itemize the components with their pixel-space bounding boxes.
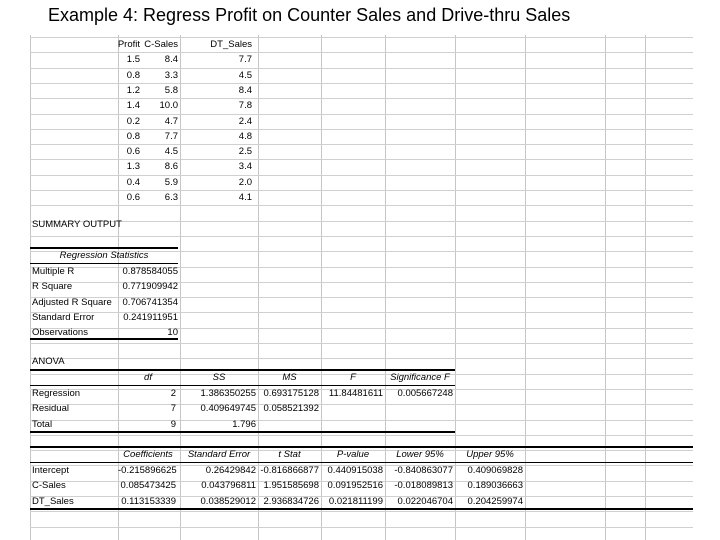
anova-label: ANOVA (32, 356, 65, 367)
header-dt-sales: DT_Sales (210, 39, 252, 50)
coef-cell: 0.440915038 (327, 465, 383, 476)
data-cell: 8.4 (164, 54, 178, 66)
data-cell: 7.8 (238, 100, 252, 112)
anova-cell: 2 (170, 388, 176, 399)
data-cell: 5.8 (164, 84, 178, 96)
data-cell: 0.8 (126, 130, 140, 142)
anova-cell: 0.005667248 (397, 388, 453, 399)
data-cell: 4.8 (238, 130, 252, 142)
stat-value: 0.706741354 (122, 296, 178, 308)
coef-bottom-rule (30, 508, 693, 510)
anova-cell (321, 401, 383, 416)
data-cell: 0.2 (126, 115, 140, 127)
data-cell: 2.5 (238, 146, 252, 158)
coef-cell: 0.038529012 (200, 495, 256, 507)
data-cell: 1.5 (126, 54, 140, 66)
grid-row-line (30, 343, 693, 344)
coef-cell: -0.018089813 (394, 480, 453, 492)
coef-cell: 2.936834726 (263, 495, 319, 507)
coef-cell: 0.021811199 (328, 495, 383, 507)
coef-cell: DT_Sales (32, 495, 74, 507)
coef-cell: 0.043796811 (201, 480, 256, 492)
coef-header-cell: t Stat (278, 449, 301, 460)
coef-cell: 0.085473425 (120, 480, 176, 492)
anova-header-cell: F (350, 372, 356, 383)
regression-statistics-heading: Regression Statistics (59, 250, 149, 261)
data-cell: 2.0 (238, 176, 252, 188)
data-cell: 8.6 (164, 161, 178, 173)
coef-cell: 0.113153339 (121, 495, 176, 507)
anova-header-cell: df (144, 372, 152, 383)
coef-cell: Intercept (32, 465, 69, 476)
stat-value: 10 (167, 327, 178, 339)
stat-value: 0.771909942 (122, 281, 178, 293)
stat-label: Adjusted R Square (32, 296, 112, 308)
data-cell: 3.3 (164, 69, 178, 81)
data-cell: 7.7 (164, 130, 178, 142)
coef-cell: -0.816866877 (260, 465, 319, 476)
anova-cell: 1.386350255 (200, 388, 256, 399)
anova-cell (321, 417, 383, 432)
data-cell: 8.4 (238, 84, 252, 96)
coef-header-cell: P-value (336, 449, 370, 460)
data-cell: 0.4 (126, 176, 140, 188)
data-cell: 1.3 (126, 161, 140, 173)
coef-cell: 0.022046704 (397, 495, 453, 507)
grid-row-line (30, 435, 693, 436)
coef-header-cell: Standard Error (187, 449, 251, 460)
data-cell: 4.5 (164, 146, 178, 158)
spreadsheet (30, 35, 693, 540)
anova-cell: Regression (32, 388, 81, 399)
grid-row-line (30, 527, 693, 528)
grid-row-line (30, 205, 693, 206)
anova-cell (258, 417, 319, 432)
anova-header-cell: SS (212, 372, 226, 383)
coef-cell: 0.189036663 (467, 480, 523, 492)
summary-output-label: SUMMARY OUTPUT (32, 219, 122, 230)
anova-cell: 11.84481611 (328, 388, 383, 399)
grid-column-line (525, 35, 526, 540)
grid-column-line (30, 35, 31, 540)
stat-value: 0.878584055 (122, 266, 178, 277)
stat-value: 0.241911951 (123, 311, 178, 323)
coef-cell: C-Sales (32, 480, 66, 492)
coef-cell: 0.091952516 (327, 480, 383, 492)
anova-cell: Residual (32, 403, 69, 415)
data-cell: 5.9 (164, 176, 178, 188)
anova-cell (385, 401, 453, 416)
data-cell: 0.6 (126, 146, 140, 158)
stat-label: Observations (32, 327, 88, 339)
coef-cell: 0.409069828 (467, 465, 523, 476)
coef-cell: 0.204259974 (467, 495, 523, 507)
anova-cell: 0.058521392 (263, 403, 319, 415)
grid-row-line (30, 511, 693, 512)
data-cell: 10.0 (159, 100, 178, 112)
coef-cell: -0.215896625 (118, 465, 177, 476)
coef-cell: -0.840863077 (394, 465, 453, 476)
stat-label: Multiple R (32, 266, 75, 277)
anova-cell: 9 (170, 418, 176, 430)
data-cell: 3.4 (238, 161, 252, 173)
data-cell: 0.8 (126, 69, 140, 81)
grid-row-line (30, 236, 693, 237)
data-cell: 4.7 (164, 115, 178, 127)
stat-label: Standard Error (32, 311, 95, 323)
data-cell: 0.6 (126, 192, 140, 203)
data-cell: 6.3 (164, 192, 178, 203)
grid-row-line (30, 358, 693, 359)
coef-cell: 0.26429842 (205, 465, 256, 476)
data-cell: 1.4 (126, 100, 140, 112)
data-cell: 4.1 (238, 192, 252, 203)
regstats-bottom-rule (30, 338, 178, 340)
header-c-sales: C-Sales (144, 39, 178, 50)
grid-column-line (605, 35, 606, 540)
anova-cell: 0.409649745 (200, 403, 256, 415)
anova-bottom-rule (30, 431, 455, 433)
data-cell: 2.4 (238, 115, 252, 127)
coef-header-cell: Upper 95% (466, 449, 514, 460)
coef-cell: 1.951585698 (263, 480, 319, 492)
data-cell: 1.2 (126, 84, 140, 96)
coef-header-cell: Lower 95% (396, 449, 444, 460)
anova-header-cell: Significance F (390, 372, 450, 383)
stat-label: R Square (32, 281, 73, 293)
header-profit: Profit (117, 39, 140, 50)
slide-title: Example 4: Regress Profit on Counter Sales and Drive-thru Sales (48, 5, 571, 25)
anova-cell (385, 417, 453, 432)
coef-header-cell: Coefficients (123, 449, 173, 460)
grid-column-line (645, 35, 646, 540)
anova-header-cell: MS (282, 372, 297, 383)
anova-cell: 7 (170, 403, 176, 415)
data-cell: 7.7 (238, 54, 252, 66)
anova-cell: 1.796 (232, 418, 256, 430)
data-cell: 4.5 (238, 69, 252, 81)
anova-cell: 0.693175128 (263, 388, 319, 399)
anova-cell: Total (32, 418, 53, 430)
